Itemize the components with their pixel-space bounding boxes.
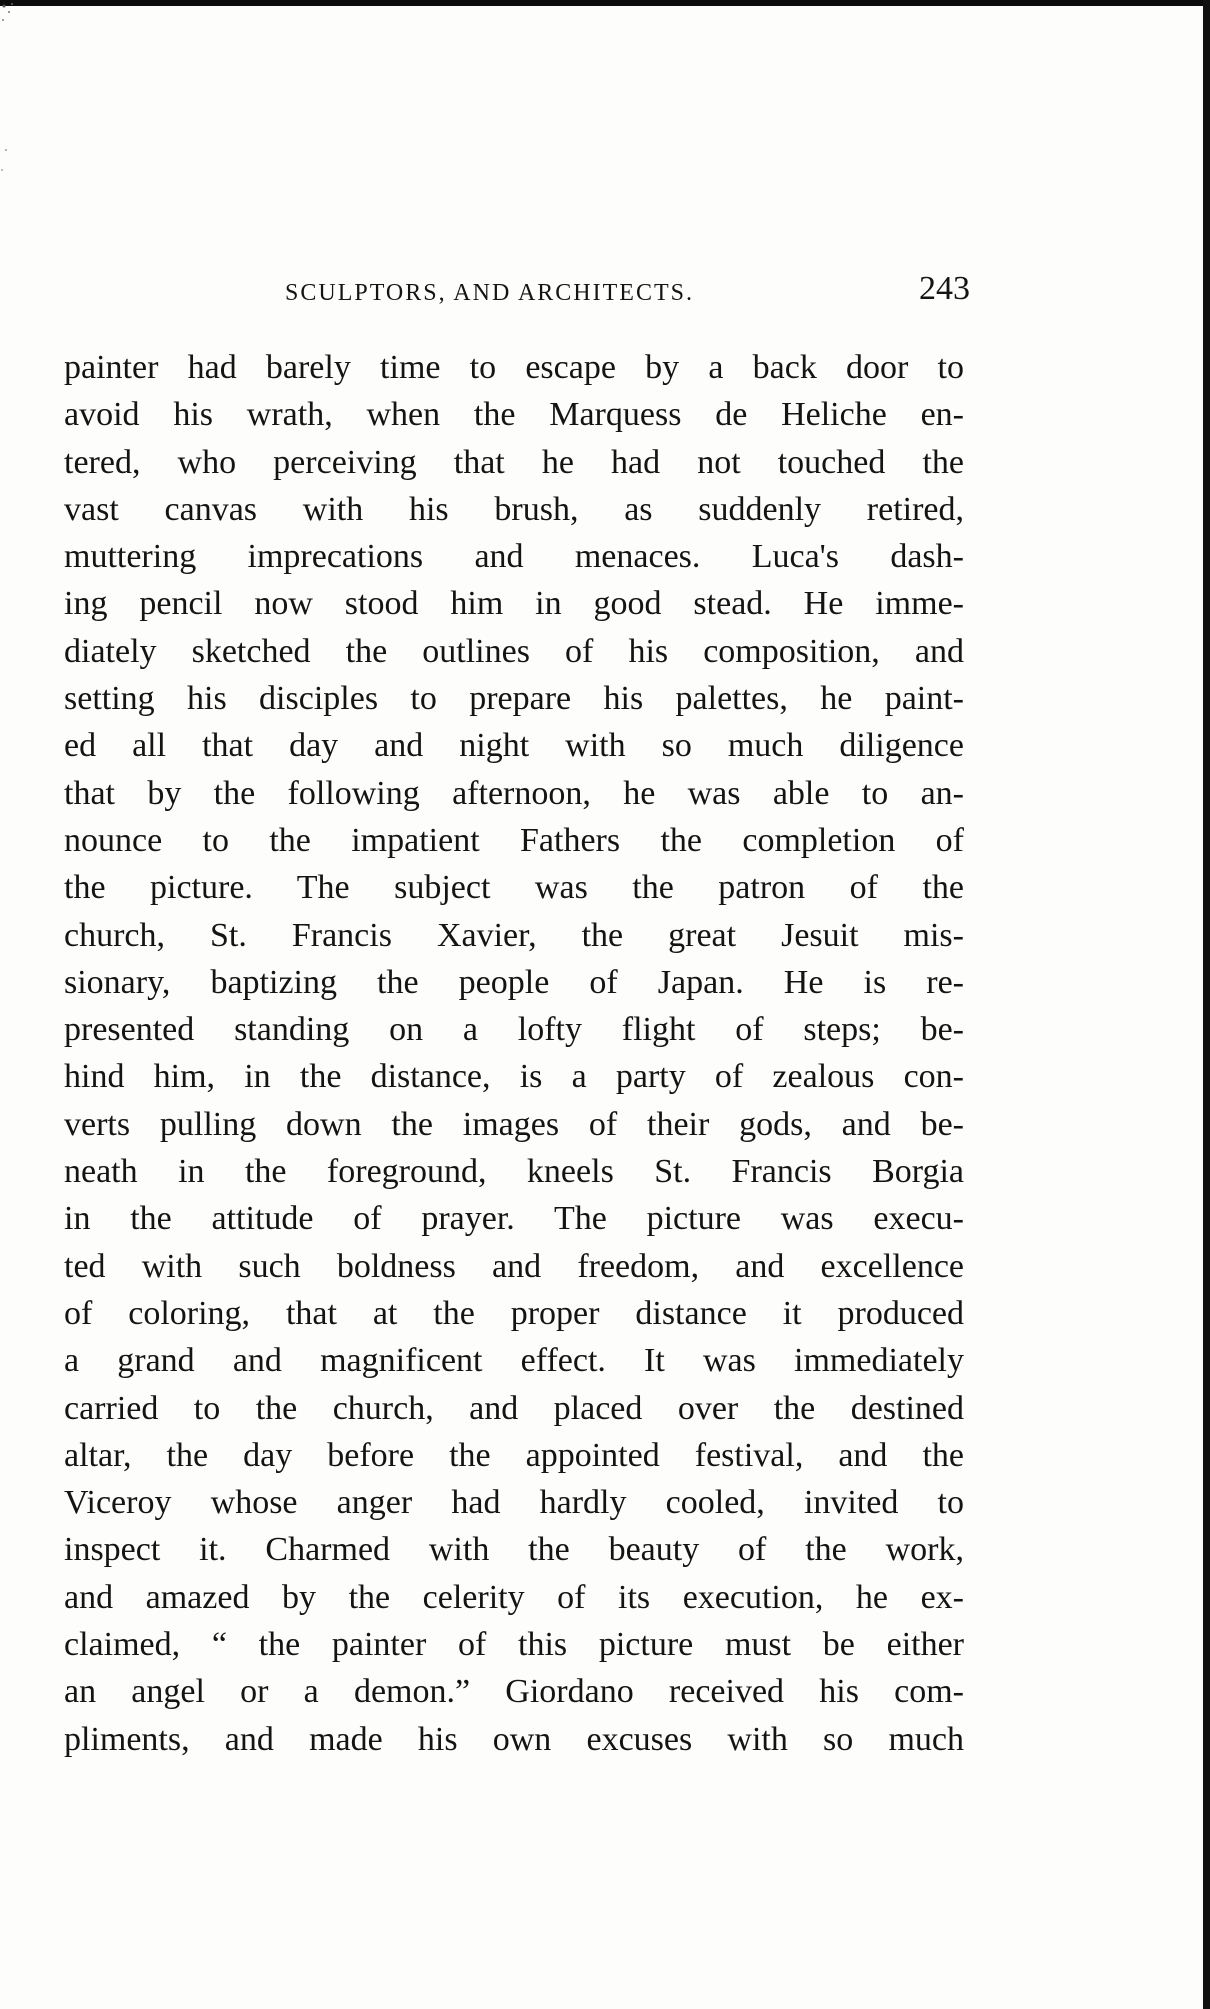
page-number: 243 [919, 270, 970, 307]
text-line: tered, who perceiving that he had not touched the [64, 443, 964, 481]
text-line: painter had barely time to escape by a back door to [64, 349, 964, 386]
text-line: and amazed by the celerity of its execution, he ex- [64, 1578, 964, 1616]
text-line: neath in the foreground, kneels St. Francis Borgia [64, 1153, 964, 1191]
text-line: an angel or a demon.” Giordano received his com- [64, 1673, 964, 1711]
text-line: nounce to the impatient Fathers the completion of [64, 821, 964, 859]
text-line: church, St. Francis Xavier, the great Jesuit mis- [64, 916, 964, 954]
text-line: hind him, in the distance, is a party of zealous con- [64, 1058, 964, 1096]
text-line: a grand and magnificent effect. It was immediately [64, 1342, 964, 1380]
text-line: avoid his wrath, when the Marquess de Heliche en- [64, 396, 964, 434]
page-top-edge [0, 0, 1210, 6]
text-line: verts pulling down the images of their gods, and be- [64, 1105, 964, 1143]
text-line: presented standing on a lofty flight of steps; be- [64, 1011, 964, 1049]
text-line: altar, the day before the appointed festival, and the [64, 1436, 964, 1474]
text-line: in the attitude of prayer. The picture was execu- [64, 1200, 964, 1238]
text-line: ted with such boldness and freedom, and excellence [64, 1247, 964, 1285]
running-head [80, 270, 970, 314]
text-line: Viceroy whose anger had hardly cooled, invited to [64, 1484, 964, 1522]
text-line: ed all that day and night with so much diligence [64, 727, 964, 765]
text-line: inspect it. Charmed with the beauty of the work, [64, 1531, 964, 1569]
text-line: pliments, and made his own excuses with so much [64, 1720, 964, 1758]
text-line: the picture. The subject was the patron of the [64, 869, 964, 907]
page-right-edge [1203, 0, 1210, 2009]
text-line: muttering imprecations and menaces. Luca's dash- [64, 538, 964, 576]
running-title: SCULPTORS, AND ARCHITECTS. [285, 280, 694, 306]
scan-specks [0, 0, 24, 200]
text-line: claimed, “ the painter of this picture must be either [64, 1626, 964, 1664]
text-line: diately sketched the outlines of his composition, and [64, 632, 964, 670]
text-line: that by the following afternoon, he was able to an- [64, 774, 964, 812]
text-line: carried to the church, and placed over the destined [64, 1389, 964, 1427]
text-line: ing pencil now stood him in good stead. He imme- [64, 585, 964, 623]
text-line: setting his disciples to prepare his palettes, he paint- [64, 680, 964, 718]
text-line: vast canvas with his brush, as suddenly retired, [64, 490, 964, 528]
text-line: of coloring, that at the proper distance it produced [64, 1294, 964, 1332]
text-line: sionary, baptizing the people of Japan. He is re- [64, 963, 964, 1001]
body-text [64, 344, 964, 1763]
